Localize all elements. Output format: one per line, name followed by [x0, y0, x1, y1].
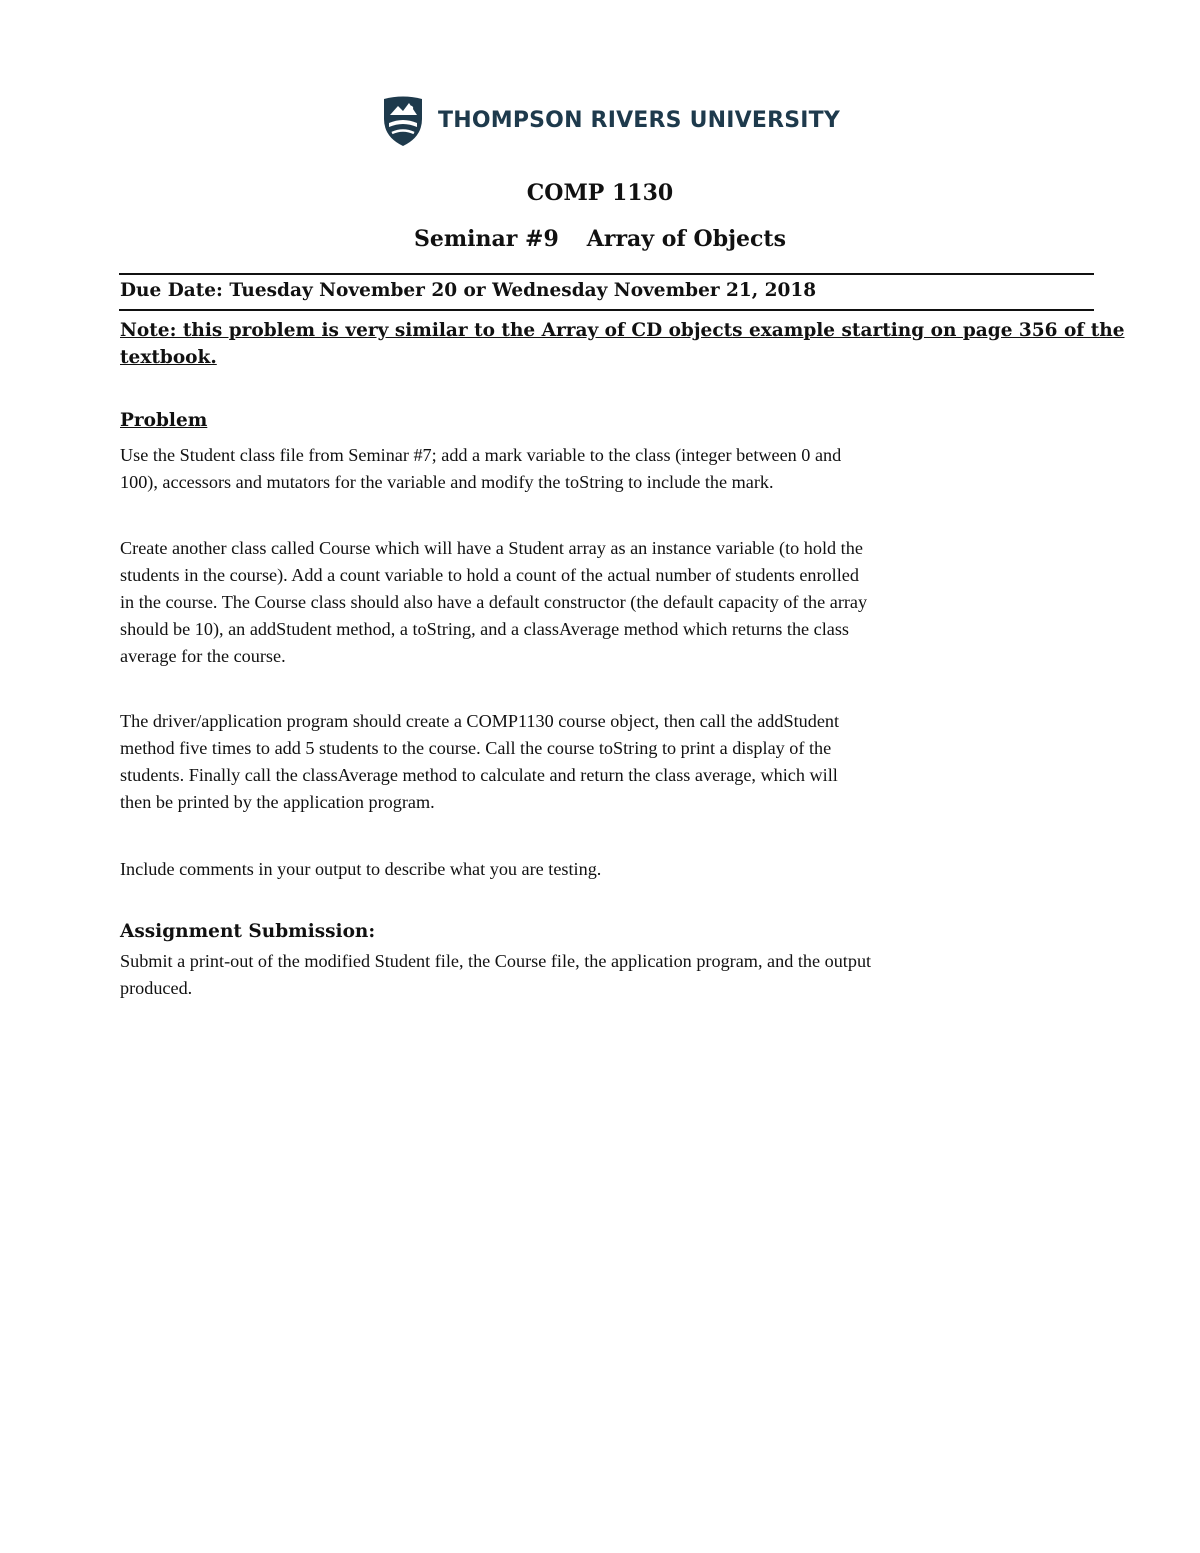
paragraph-comments — [120, 856, 1105, 883]
paragraph-student-class — [120, 442, 1105, 496]
paragraph-driver-program — [120, 708, 1105, 816]
course-code: COMP 1130 — [526, 180, 674, 206]
paragraph-line: The driver/application program should create a COMP1130 course object, then call the addStudent — [120, 711, 840, 731]
paragraph-line: 100), accessors and mutators for the variable and modify the toString to include the mark. — [120, 472, 774, 492]
paragraph-line: Submit a print-out of the modified Student file, the Course file, the application program, and the output — [120, 951, 872, 971]
seminar-label: Seminar #9 — [414, 226, 559, 252]
paragraph-line: students. Finally call the classAverage method to calculate and return the class average, which will — [120, 765, 838, 785]
problem-heading: Problem — [120, 410, 208, 431]
paragraph-line: in the course. The Course class should also have a default constructor (the default capacity of the array — [120, 592, 868, 612]
paragraph-course-class — [120, 535, 1105, 670]
paragraph-line: should be 10), an addStudent method, a toString, and a classAverage method which returns the class — [120, 619, 850, 639]
due-date: Due Date: Tuesday November 20 or Wednesday November 21, 2018 — [120, 280, 817, 301]
paragraph-line: produced. — [120, 978, 193, 998]
submission-heading: Assignment Submission: — [120, 921, 376, 942]
divider-bottom — [119, 309, 1094, 311]
university-logo — [380, 92, 840, 148]
paragraph-submission — [120, 948, 1105, 1002]
paragraph-line: Include comments in your output to describe what you are testing. — [120, 859, 602, 879]
paragraph-line: Create another class called Course which will have a Student array as an instance variable (to hold the — [120, 538, 863, 558]
paragraph-line: Use the Student class file from Seminar #7; add a mark variable to the class (integer between 0 and — [120, 445, 842, 465]
paragraph-line: students in the course). Add a count variable to hold a count of the actual number of students enrolled — [120, 565, 859, 585]
university-name: THOMPSON RIVERS UNIVERSITY — [438, 107, 841, 133]
seminar-topic: Array of Objects — [586, 226, 786, 252]
university-crest-icon — [380, 93, 426, 147]
seminar-title — [0, 226, 1200, 252]
note-line: Note: this problem is very similar to the Array of CD objects example starting on page 356 of the — [120, 320, 1125, 341]
textbook-note — [120, 317, 1125, 371]
paragraph-line: then be printed by the application program. — [120, 792, 435, 812]
note-line: textbook. — [120, 347, 217, 368]
divider-top — [119, 273, 1094, 275]
paragraph-line: method five times to add 5 students to the course. Call the course toString to print a display of the — [120, 738, 832, 758]
paragraph-line: average for the course. — [120, 646, 286, 666]
